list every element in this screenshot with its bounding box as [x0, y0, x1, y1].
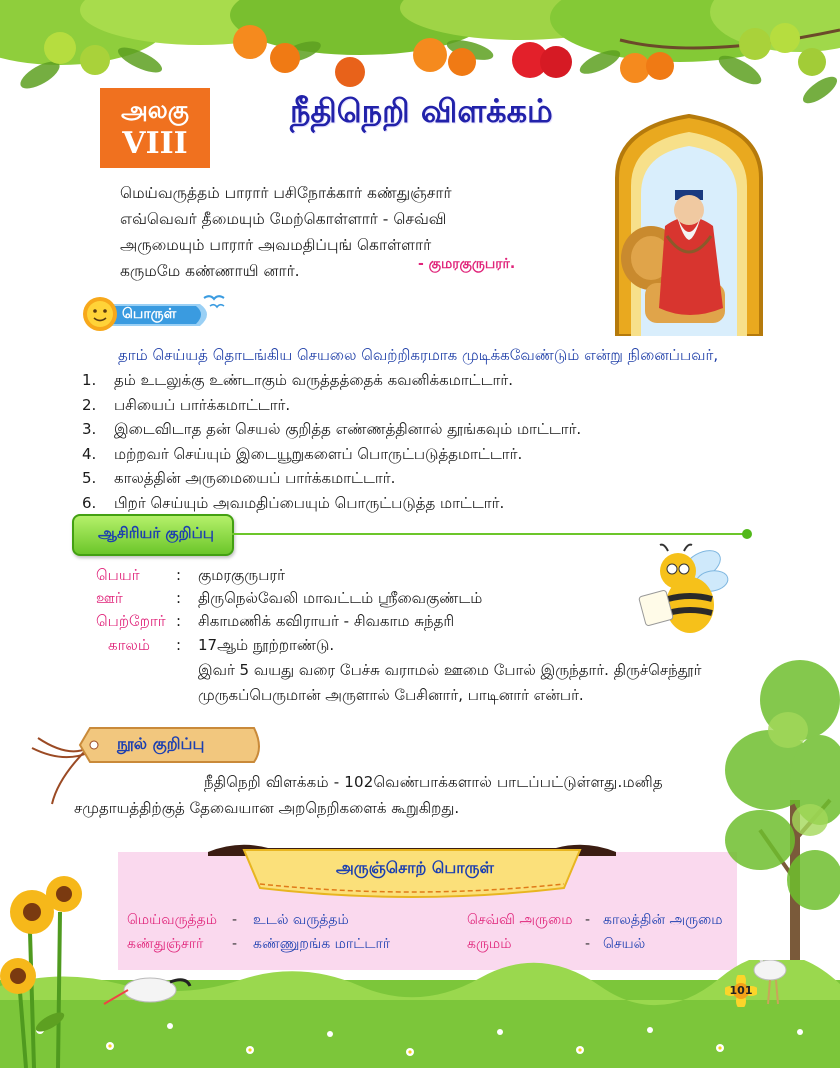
glossary-meaning: கண்ணுறங்க மாட்டார் [253, 936, 391, 952]
author-place: திருநெல்வேலி மாவட்டம் ஸ்ரீவைகுண்டம் [198, 589, 483, 607]
parents-label: பெற்றோர் [96, 612, 166, 630]
book-note-tag-decoration [28, 718, 268, 808]
glossary-word: செவ்வி அருமை [467, 912, 573, 928]
unit-label: அலகு [121, 96, 189, 124]
poem-line: மெய்வருத்தம் பாரார் பசிநோக்கார் கண்துஞ்சார் [120, 184, 452, 202]
poem-line: எவ்வெவர் தீமையும் மேற்கொள்ளார் - செவ்வி [120, 210, 447, 228]
lesson-title: நீதிநெறி விளக்கம் [290, 92, 553, 130]
colon: : [176, 566, 182, 584]
poem-line: கருமமே கண்ணாயி னார். [120, 262, 300, 280]
grass-meadow-decoration [0, 960, 840, 1068]
colon: : [176, 589, 182, 607]
glossary-dash: - [232, 912, 238, 928]
poet-credit: - குமரகுருபரர். [418, 256, 516, 272]
book-note-heading: நூல் குறிப்பு [117, 734, 205, 753]
meaning-intro: தாம் செய்யத் தொடங்கிய செயலை வெற்றிகரமாக முடிக்கவேண்டும் என்று நினைப்பவர், [118, 346, 719, 364]
divider-dot [742, 529, 752, 539]
list-item: 5. காலத்தின் அருமையைப் பார்க்கமாட்டார். [82, 469, 396, 487]
author-bio-line: முருகப்பெருமான் அருளால் பேசினார், பாடினார் என்பர். [198, 686, 584, 704]
book-note-line: நீதிநெறி விளக்கம் - 102வெண்பாக்களால் பாடப்பட்டுள்ளது.மனித [204, 773, 663, 791]
glossary-title: அருஞ்சொற் பொருள் [336, 858, 494, 877]
page-number: 101 [729, 984, 753, 997]
glossary-dash: - [585, 912, 591, 928]
list-item: 6. பிறர் செய்யும் அவமதிப்பையும் பொருட்படுத்த மாட்டார். [82, 493, 505, 512]
unit-badge [100, 88, 210, 168]
author-name: குமரகுருபரர் [198, 566, 285, 584]
colon: : [176, 636, 182, 654]
period-label: காலம் [108, 636, 150, 654]
author-period: 17ஆம் நூற்றாண்டு. [198, 636, 335, 654]
colon: : [176, 612, 182, 630]
sun-icon [83, 297, 117, 331]
glossary-word: கண்துஞ்சார் [127, 936, 204, 952]
meaning-label: பொருள் [122, 306, 177, 322]
glossary-meaning: காலத்தின் அருமை [603, 912, 723, 928]
glossary-meaning: செயல் [603, 936, 646, 952]
list-item: 3. இடைவிடாத தன் செயல் குறித்த எண்ணத்தினால் தூங்கவும் மாட்டார். [82, 420, 582, 438]
list-item: 4. மற்றவர் செய்யும் இடையூறுகளைப் பொருட்படுத்தமாட்டார். [82, 444, 523, 463]
sunflower-decoration [0, 872, 90, 1068]
section-divider [232, 533, 746, 535]
bee-reading-icon [636, 543, 732, 637]
list-item: 1. தம் உடலுக்கு உண்டாகும் வருத்தத்தைக் கவனிக்கமாட்டார். [82, 371, 513, 389]
meaning-list [82, 368, 581, 515]
glossary-dash: - [232, 936, 238, 952]
author-note-heading: ஆசிரியர் குறிப்பு [98, 524, 214, 542]
author-bio-line: இவர் 5 வயது வரை பேச்சு வராமல் ஊமை போல் இருந்தார். திருச்செந்தூர் [198, 661, 702, 679]
poem-line: அருமையும் பாரார் அவமதிப்புங் கொள்ளார் [120, 236, 432, 254]
kumaragurubarar-portrait-image [605, 108, 773, 336]
glossary-word: கருமம் [467, 936, 512, 952]
list-item: 2. பசியைப் பார்க்கமாட்டார். [82, 395, 291, 414]
unit-number: VIII [122, 126, 188, 161]
place-label: ஊர் [96, 589, 123, 607]
book-note-line: சமுதாயத்திற்குத் தேவையான அறநெறிகளைக் கூறுகிறது. [74, 799, 460, 817]
poem [120, 180, 452, 284]
glossary-word: மெய்வருத்தம் [127, 912, 218, 928]
glossary-meaning: உடல் வருத்தம் [253, 912, 349, 928]
author-parents: சிகாமணிக் கவிராயர் - சிவகாம சுந்தரி [198, 612, 455, 630]
name-label: பெயர் [96, 566, 140, 584]
glossary-dash: - [585, 936, 591, 952]
